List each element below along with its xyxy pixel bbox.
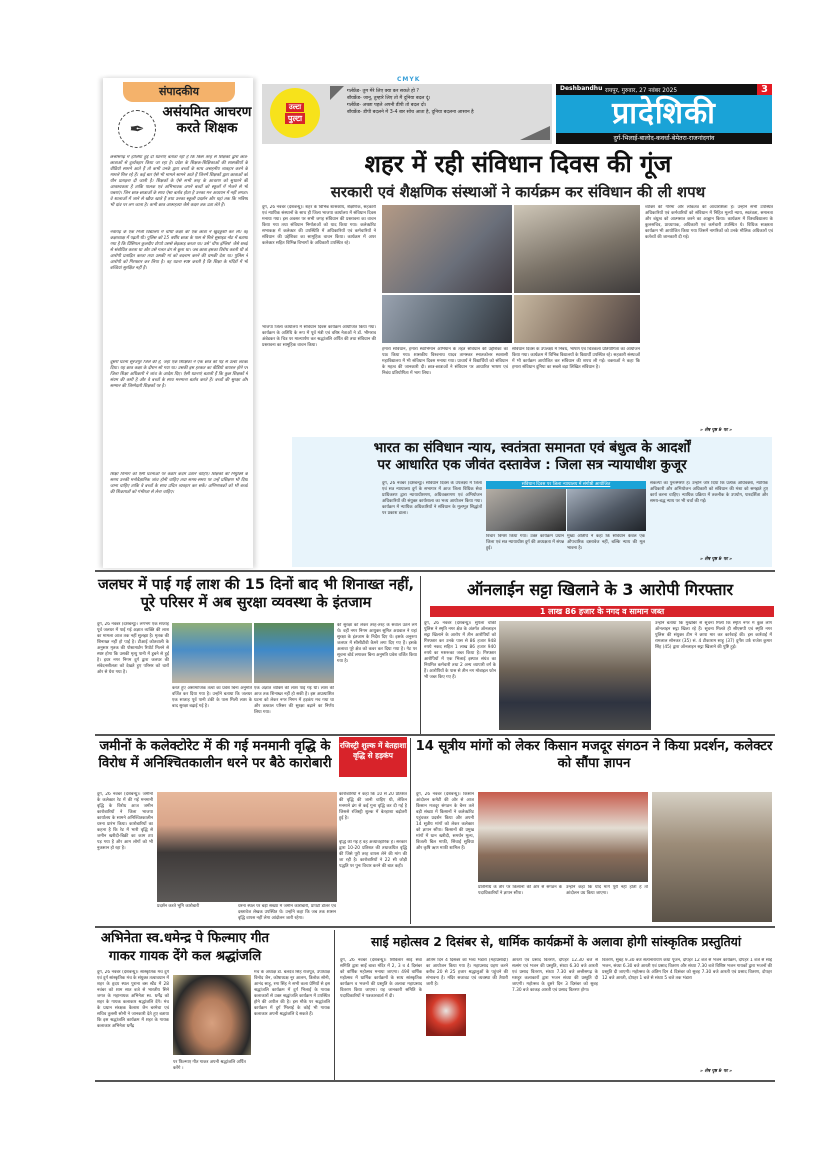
judiciary-photo-2: [567, 489, 646, 531]
judiciary-column-4: संकल्पों का पुनःस्मरण है। उन्होंने जोर दिया कि प्रत्येक अधिवक्ता, न्यायिक अधिकारी और अभियोजन अधिकारी को संविधान की मंशा को समझते हुए कार्य करना चाहिए। न्यायिक प्रक्रिया में तकनीक के उपयोग, पारदर्शिता और समय-बद्ध न्याय पर भी चर्चा की गई।: [650, 481, 768, 504]
section-name: प्रादेशिकी: [612, 96, 716, 131]
lead-column-1: दुर्ग, 26 नवंबर (देशबन्धु)। शहर के विभिन्न शासकीय, शैक्षणिक, सहकारी एवं न्यायिक संस्थानों के साथ ही जिला भाजपा कार्यालय में संविधान दिवस मनाया गया। इस अवसर पर सभी जगह संविधान की प्रस्तावना का वाचन किया गया तथा संविधान निर्माताओं को याद किया गया। कलेक्टोरेट सभाकक्ष में कलेक्टर की उपस्थिति में अधिकारियों एवं कर्मचारियों ने संविधान की उद्देशिका का सामूहिक वाचन किया। कार्यक्रम में अपर कलेक्टर सहित विभिन्न विभागों के अधिकारी उपस्थित रहे।: [262, 205, 376, 246]
satta-column-1: दुर्ग, 26 नवंबर (देशबन्धु)। सुपेला चौकी पुलिस ने स्मृति नगर क्षेत्र के अंतर्गत ऑनलाइन सट्टा खिलाने के आरोप में तीन आरोपियों को गिरफ्तार कर उनके पास से 86 हजार 948 रुपये नकद सहित 1 लाख 86 हजार 940 रुपये का मशरूका जब्त किया है। गिरफ्तार आरोपियों में एक भिलाई इस्पात संयंत्र का नियमित कर्मचारी तथा 2 अन्य व्यापारी वर्ग के हैं। आरोपियों के पास से तीन नग मोबाइल फोन भी जब्त किए गए हैं।: [424, 621, 496, 680]
section-divider: [95, 734, 775, 736]
registry-column-1: दुर्ग, 26 नवंबर (देशबन्धु)। जमीनों के कलेक्टर रेट में की गई मनमानी वृद्धि के विरोध आज जमीन कारोबारियों ने जिला भाजपा कार्यालय के सामने अनिश्चितकालीन धरना प्रारंभ किया। कारोबारियों का कहना है कि रेट में भारी वृद्धि से जमीन खरीदी-बिक्री का काम ठप पड़ गया है और आम लोगों को भी नुकसान हो रहा है।: [97, 792, 153, 851]
page-number: 3: [757, 84, 772, 95]
registry-caption: प्रदर्शन करते भूमि कारोबारी: [157, 904, 200, 909]
dharmendra-caption: पर फिल्माए गीत गाकर अपनी श्रद्धांजलि अर्पित करेंगे ।: [173, 1060, 246, 1071]
lead-headline: शहर में रही संविधान दिवस की गूंज: [364, 150, 672, 178]
water-tank-column-1: दुर्ग, 26 नवंबर (देशबन्धु)। लगभग एक सप्ताह पूर्व जलघर में पाई गई अज्ञात व्यक्ति की लाश का मामला आज तक नहीं सुलझा है। मृतक की शिनाख्त नहीं हो पाई है। टीआई कोतवाली के अनुसार मृतक की पोस्टमार्टम रिपोर्ट मिलने से स्पष्ट होगा कि उसकी मृत्यु पानी में डूबने से हुई है। इधर नगर निगम दुर्ग द्वारा जलघर की संवेदनशीलता को देखते हुए परिसर को चारों ओर से घेरा गया है।: [97, 622, 169, 675]
farmers-headline: 14 सूत्रीय मांगों को लेकर किसान मजदूर संगठन ने किया प्रदर्शन, कलेक्टर को सौंपा ज्ञापन: [415, 739, 773, 771]
judiciary-column-2: विचार विमर्श किया गया। उक्त कार्यक्रम प्रधान जिला एवं सत्र न्यायाधीश दुर्ग की अध्यक्षता में संपन्न हुई।: [486, 534, 564, 551]
lead-column-1b: भाजपा जिला कार्यालय में संविधान दिवस कार्यक्रम आयोजित किया गया। कार्यक्रम के अतिथि के रूप में पूर्व मंत्री एवं वरिष्ठ नेताओं ने डॉ. भीमराव अंबेडकर के चित्र पर माल्यार्पण कर श्रद्धांजलि अर्पित की तथा संविधान की प्रस्तावना का सामूहिक वाचन किया।: [262, 325, 376, 348]
farmers-photo-2: [652, 792, 772, 922]
judiciary-headline: [292, 440, 772, 474]
registry-photo: [157, 792, 337, 902]
dharmendra-photo: [173, 975, 251, 1055]
pen-icon: ✒: [118, 110, 156, 148]
water-tank-column-2: करते हुए असामाजिक तत्वों का प्रवेश बिना अनुमति वर्जित कर दिया गया है। उन्होंने बताया कि जलघर एक सप्ताह पूर्व पानी टंकी के पास मिली लाश के बाद सुरक्षा बढ़ाई गई है।: [172, 686, 252, 709]
judiciary-photo-banner: संविधान दिवस पर जिला न्यायालय में संगोष्ठी आयोजित: [486, 481, 646, 489]
registry-red-box: रजिस्ट्री शुल्क में बेतहाशा वृद्धि से हड़कंप: [339, 737, 407, 777]
joke-line: बॉयफ्रेंड- जानू, तुम्हारे लिए तो मैं दुनिया बदल दूं।: [347, 96, 431, 101]
ulta-pulta-logo-bottom: पुल्टा: [285, 113, 305, 124]
editorial-section-label: संपादकीय: [123, 82, 235, 102]
column-divider: [334, 930, 335, 1080]
sai-column-1: दुर्ग, 26 नवंबर (देशबन्धु)। शिविलार साईं सेवा समिति द्वारा साईं बाबा मंदिर में 2, 3 व 4 दिसंबर को वार्षिक महोत्सव मनाया जाएगा। 49वें वार्षिक महोत्सव में धार्मिक कार्यक्रमों के साथ सांस्कृतिक कार्यक्रम व भजनों की प्रस्तुति के अलावा महाप्रसाद वितरण किया जाएगा। यह जानकारी समिति के पदाधिकारियों ने पत्रकारवार्ता में दी।: [340, 958, 422, 999]
lead-column-2: हमारा संविधान, हमारा स्वाभिमान अभियान के तहत संविधान की उद्देशिका का पाठ किया गया। शासकीय विश्वनाथ यादव तामस्कर स्नातकोत्तर स्वशासी महाविद्यालय में भी संविधान दिवस मनाया गया। प्राचार्य ने विद्यार्थियों को संविधान के महत्व की जानकारी दी। छात्र-छात्राओं ने संविधान पर आधारित भाषण एवं निबंध प्रतियोगिता में भाग लिया।: [382, 347, 508, 376]
registry-column-2: धरना स्थल पर बड़ी संख्या में जमीन कारोबारी, प्रॉपर्टी डीलर एवं दस्तावेज लेखक उपस्थित थे। उन्होंने कहा कि जब तक शासन वृद्धि वापस नहीं लेगा आंदोलन जारी रहेगा।: [238, 904, 336, 921]
newspaper-brand-logo: Deshbandhu: [560, 85, 603, 92]
lead-subheadline: सरकारी एवं शैक्षणिक संस्थाओं ने कार्यक्रम कर संविधान की ली शपथ: [330, 183, 706, 201]
section-divider: [95, 926, 775, 928]
ulta-pulta-joke: [347, 88, 547, 116]
dharmendra-column-3: मंच के अध्यक्ष डॉ. बलदेव सिंह राजपूत, उपाध्यक्ष विनोद जैन, कोषाध्यक्ष नूर आलम, त्रिलोक सोनी, आनंद साहू, रमा सिंह ने सभी कला प्रेमियों से इस श्रद्धांजलि कार्यक्रम में दुर्ग भिलाई के गायक कलाकारों से उक्त श्रद्धांजलि कार्यक्रम में उपस्थित होने की अपील की है। इस मौके पर श्रद्धांजलि कार्यक्रम में दुर्ग भिलाई के कोई भी गायक कलाकार अपनी श्रद्धांजलि दे सकते हैं।: [254, 970, 330, 1017]
dharmendra-headline: अभिनेता स्व.धमेन्द्र पे फिल्माए गीत गाकर गायक देंगे कल श्रद्धांजलि: [100, 931, 270, 964]
joke-line: बॉयफ्रेंड- डीपी बदलने में 3-4 बार सोच आता है, दुनिया बदलना आसान है: [347, 110, 474, 115]
water-tank-column-4: की सुरक्षा को लेकर तरह-तरह के सवाल उठने लगे थे। वहीं नगर निगम आयुक्त सुमित अग्रवाल ने यहां सुरक्षा के इंतजाम के निर्देश दिए थे। इसके अनुरूप जलघर में सीसीटीवी कैमरे लगा दिए गए हैं। इसके अलावा पूरे क्षेत्र को कवर कर दिया गया है। गेट पर सूचना बोर्ड लगाकर बिना अनुमति प्रवेश वर्जित किया गया है।: [337, 623, 417, 664]
farmers-column-2: प्रतिनिधि के तौर पर किसानों की ओर से संगठन के पदाधिकारियों ने ज्ञापन सौंपा।: [478, 885, 562, 896]
joke-line: गर्लफ्रेंड- तुम मेरे लिए क्या कर सकते हो ?: [347, 89, 419, 94]
editorial-paragraph-1: छत्तीसगढ़ में हालिया हुई दो घटनाएं बताता रही हैं कि किस तरह से शिक्षकों द्वारा छात्र-छात्राओं से दुर्व्यवहार किया जा रहा है। प्रदेश के शिक्षक-शिक्षिकाओं की शासकीयों के वीडियो सामने आते हैं तो कभी उनके द्वारा बच्चों के साथ असहनीय व्यवहार करने के मामले मिल रहे हैं। कई बार ऐसे भी मामले सामने आते हैं जिनमें शिक्षकों द्वारा छात्राओं को यौन प्रताड़ना दी जाती है। शिक्षकों के ऐसे सभी तरह के आचरण को सुधारने की आवश्यकता है ताकि पालक एवं अभिभावक अपने बच्चों को स्कूलों में भेजने से भी घबराएं। जिन छात्र-छात्राओं के साथ ऐसा बर्ताव होता है उनका मन अध्ययन में नहीं लगता। वे शालाओं में जाने से खौफ खाते हैं तथा उनका स्कूली प्रदर्शन और यहां तक कि भविष्य भी दांव पर लग जाता है। कभी छात्र आत्महत्या जैसे कदम तक उठा लेते हैं।: [110, 155, 248, 208]
sai-column-3: आरती एवं प्रसाद वितरण, दोपहर 12.30 बजे से सत्संग एवं भजन की प्रस्तुति, संध्या 6.30 बजे आरती एवं प्रसाद वितरण, संध्या 7.30 बजे छत्तीसगढ़ के मशहूर कलाकारों द्वारा भजन संध्या की प्रस्तुति दी जाएगी। महोत्सव के दूसरे दिन 3 दिसंबर को सुबह 7.30 बजे काकड़ आरती एवं प्रसाद वितरण होगा।: [512, 958, 598, 993]
lead-column-4: व्यक्ति की गरिमा और लोकतंत्र की आधारशिला है। उन्होंने सभी उपस्थित अधिकारियों एवं कर्मचारियों को संविधान में निहित मूल्यों न्याय, स्वतंत्रता, समानता और बंधुत्व को आत्मसात करने का आह्वान किया। कार्यक्रम में विश्वविद्यालय के कुलसचिव, प्राध्यापक, अधिकारी एवं कर्मचारी उपस्थित थे। विधिक साक्षरता कार्यक्रम भी आयोजित किया गया जिसमें नागरिकों को उनके मौलिक अधिकारों एवं कर्तव्यों की जानकारी दी गई।: [645, 205, 773, 240]
page-bottom-rule: [95, 1080, 775, 1082]
joke-line: गर्लफ्रेंड- अच्छा पहले अपनी डीपी तो बदल दो।: [347, 103, 427, 108]
satta-column-2: उन्होंने बताया कि मुखबिर से सूचना मिली कि स्मृति नगर में कुछ लोग ऑनलाइन सट्टा खिला रहे हैं। सूचना मिलते ही सीएसपी एवं स्मृति नगर पुलिस की संयुक्त टीम ने छापा मार कर कार्रवाई की। इस कार्रवाई में रामलाल सोनकर (35) सं. 4 टीकाराम साहू (37) दुर्गेश उर्फ राजेश कुमार सिंह (45) द्वारा ऑनलाइन सट्टा खिलाने की पुष्टि हुई।: [655, 621, 772, 650]
continued-reference: » शेष पृष्ठ 9 पर »: [700, 557, 733, 562]
column-divider: [420, 576, 421, 734]
editorial-paragraph-2: नवागढ़ के एक निजी विद्यालय में चौथी कक्षा की एक छात्रा ने खुदकुशी कर ली। वह कक्षाध्यक्ष में पढ़ती थी। पुलिस को 15 वर्षीय छात्रा के पास से मिले सुसाइड नोट में बताया गया है कि प्रिंसिपल कुलदीप टोप्पो उससे छेड़छाड़ करता था। उसे 'चीफ इंग्लिश' जैसे शब्दों से संबोधित करता था और उसे गलत ढंग से छूता था। जब छात्रा इसका विरोध करती थी तो आरोपी प्रताड़ित करता तथा उसकी मां को बदनाम करने की धमकी देता था। पुलिस ने आरोपी को गिरफ्तार कर लिया है। वह घटना स्पष्ट करती है कि शिक्षा के मंदिरों में भी बच्चियां सुरक्षित नहीं हैं।: [110, 230, 248, 271]
column-divider: [410, 738, 411, 924]
editorial-title: असंयमित आचरण करते शिक्षक: [162, 104, 252, 136]
lead-photo-3: [382, 295, 512, 343]
editorial-paragraph-3: दूसरी घटना सूरजपुर जिले की है, जहां एक शिक्षिका ने एक छात्र को पेड़ से उल्टा लटका दिया। यह छात्र कक्षा के दौरान सो गया था। उसकी इस हरकत का वीडियो वायरल होने पर जिला शिक्षा अधिकारी ने जांच के आदेश दिए। ऐसी घटनाएं बताती हैं कि कुछ शिक्षकों में संयम की कमी है और वे बच्चों के साथ मनमाना बर्ताव करते हैं। बच्चों की सुरक्षा और सम्मान की जिम्मेदारी शिक्षकों पर है।: [110, 360, 248, 389]
judiciary-column-1: दुर्ग, 26 नवंबर (देशबन्धु)। संविधान दिवस के उपलक्ष्य में जिला एवं सत्र न्यायालय दुर्ग के सभागार में आज जिला विधिक सेवा प्राधिकरण द्वारा न्यायाधीशगण, अधिवक्तागण एवं अभियोजन अधिकारियों की संयुक्त कार्यशाला का भव्य आयोजन किया गया। कार्यक्रम में न्यायिक अधिकारियों ने संविधान के मूलभूत सिद्धांतों पर प्रकाश डाला।: [382, 481, 482, 516]
water-tank-photo-1: [172, 623, 252, 683]
sai-column-4: वितरण, सुबह 9.30 बजे सत्यनारायण कथा पूजन, दोपहर 12 बजे से भजन कार्यक्रम, दोपहर 1 बजे से साईं भजन, संध्या 6.30 बजे आरती एवं प्रसाद वितरण और संध्या 7.30 बजे विशिष्ट भजन गायकों द्वारा भजनों की प्रस्तुति दी जाएगी। महोत्सव के अंतिम दिन 4 दिसंबर को सुबह 7.30 बजे आरती एवं प्रसाद वितरण, दोपहर 12 बजे आरती, दोपहर 1 बजे से संध्या 5 बजे तक भंडारा: [602, 958, 772, 981]
sai-headline: साई महोत्सव 2 दिसंबर से, धार्मिक कार्यक्रमों के अलावा होगी सांस्कृतिक प्रस्तुतियां: [370, 934, 742, 949]
corner-decoration-icon: [330, 86, 344, 100]
farmers-column-1: दुर्ग, 26 नवंबर (देशबन्धु)। किसान आंदोलन कमेटी की ओर से आज किसान मजदूर संगठन के बैनर तले बड़ी संख्या में किसानों ने कलेक्टोरेट पहुंचकर प्रदर्शन किया और अपनी 14 सूत्रीय मांगों को लेकर कलेक्टर को ज्ञापन सौंपा। किसानों की प्रमुख मांगों में धान खरीदी, समर्थन मूल्य, बिजली बिल माफी, सिंचाई सुविधा और कृषि ऋण माफी शामिल हैं।: [416, 792, 474, 851]
lead-photo-4: [514, 295, 640, 343]
ulta-pulta-logo-top: उल्टा: [286, 103, 304, 112]
registry-column-4: वृद्धि की गई है वह अव्यावहारिक है। सरकार द्वारा 10-20 प्रतिशत की तथाकथित वृद्धि की जिसे पूरी तरह वापस लेने की मांग की जा रही है। कारोबारियों ने 22 सी जोड़ी पद्धति पर पुनः विचार करने की बात कही।: [339, 840, 407, 869]
lead-photo-1: [382, 205, 512, 293]
color-registration-mark: CMYK: [397, 76, 421, 83]
satta-photo: [499, 621, 651, 730]
registry-column-3: कारोबारियों ने कहा कि 10 से 20 प्रतिशत की वृद्धि की जानी चाहिए थी, लेकिन मनमाने ढंग से कई गुना वृद्धि कर दी गई है जिससे रजिस्ट्री शुल्क में बेतहाशा बढ़ोतरी हुई है।: [339, 792, 407, 821]
satta-headline: ऑनलाईन सट्टा खिलाने के 3 आरोपी गिरफ्तार: [466, 580, 734, 599]
section-divider: [95, 570, 775, 572]
continued-text: शेष पृष्ठ 9 पर: [704, 557, 728, 562]
dharmendra-column-1: दुर्ग, 26 नवंबर (देशबन्धु)। सांस्कृतिक मंच दुर्ग एवं दुर्ग सांस्कृतिक मंच के संयुक्त तत्वावधान में शहर के हृदय स्थल पुराना बस स्टैंड में 28 नवंबर को शाम सात बजे से भारतीय सिने जगत के महानायक अभिनेता स्व. धर्मेंद्र को शहर के गायक कलाकार श्रद्धांजलि देंगे। मंच के प्रधान संरक्षक कैलाश जैन बरमेचा एवं सचिव तुलसी सोनी ने जानकारी देते हुए बताया कि इस श्रद्धांजलि कार्यक्रम में शहर के गायक कलाकार अभिनेता धर्मेंद्र: [97, 970, 169, 1029]
continued-text: शेष पृष्ठ 9 पर: [704, 1069, 728, 1074]
farmers-photo: [478, 792, 648, 882]
judiciary-headline-line-1: भारत का संविधान न्याय, स्वतंत्रता समानता एवं बंधुत्व के आदर्शों: [373, 440, 691, 456]
corner-decoration-icon: [520, 126, 550, 140]
water-tank-headline: जलघर में पाई गई लाश की 15 दिनों बाद भी शिनाख्त नहीं, पूरे परिसर में अब सुरक्षा व्यवस्था के इंतजाम: [98, 577, 414, 611]
sai-column-2: अंतिम दिन 4 दिसंबर को भव्य भंडारा (महाप्रसादी) का आयोजन किया गया है। महाप्रसाद ग्रहण करने करीब 20 से 25 हजार श्रद्धालुओं के पहुंचने की संभावना है। मंदिर सजावट एवं व्यवस्था की तैयारी जारी है।: [426, 958, 508, 987]
farmers-column-3: उन्होंने कहा कि यदि मांगें पूरी नहीं होती हैं तो आंदोलन उग्र किया जाएगा।: [566, 885, 648, 896]
issue-date: रायपुर, गुरुवार, 27 नवंबर 2025: [605, 88, 678, 94]
regions-strip: दुर्ग-भिलाई-बालोद-कवर्धा-बेमेतरा-राजनांदगांव: [556, 133, 772, 144]
editorial-paragraph-4: शिक्षा विभाग को ऐसी घटनाओं पर कठोर कदम उठाने चाहिए। शिक्षकों की नियुक्ति के समय उनकी मनोवैज्ञानिक जांच होनी चाहिए तथा समय-समय पर उन्हें प्रशिक्षण भी दिया जाना चाहिए ताकि वे बच्चों के साथ उचित व्यवहार कर सकें। अभिभावकों को भी बच्चों की शिकायतों को गंभीरता से लेना चाहिए।: [110, 472, 248, 495]
continued-reference: » शेष पृष्ठ 9 पर »: [700, 1069, 733, 1074]
judiciary-headline-line-2: पर आधारित एक जीवंत दस्तावेज : जिला सत्र न्यायाधीश कुजूर: [377, 457, 687, 473]
sai-baba-photo: [426, 994, 466, 1036]
ulta-pulta-logo: [270, 88, 320, 138]
registry-headline: जमीनों के कलेक्टोरेट में की गई मनमानी वृद्धि के विरोध में अनिश्चितकालीन धरने पर बैठे कारोबारी: [98, 739, 332, 771]
lead-photo-2: [514, 205, 640, 293]
water-tank-column-3: एक अज्ञात व्यक्ति की लाश पाई गई थी। लाश की आज तक शिनाख्त नहीं हो सकी है। इस अप्रत्याशित घटना को लेकर नगर निगम में हड़कंप मच गया था और तत्काल परिसर की सुरक्षा बढ़ाने का निर्णय लिया गया।: [254, 686, 334, 715]
continued-text: शेष पृष्ठ 9 पर: [704, 428, 728, 433]
lead-column-3: संविधान दिवस के उपलक्ष्य में निबंध, भाषण एवं चित्रकला प्रतियोगिता का आयोजन किया गया। कार्यक्रम में विभिन्न विद्यालयों के विद्यार्थी उपस्थित रहे। सहकारी संस्थाओं में भी कार्यक्रम आयोजित कर संविधान की शपथ ली गई। वक्ताओं ने कहा कि हमारा संविधान दुनिया का सबसे बड़ा लिखित संविधान है।: [512, 347, 640, 370]
continued-reference: » शेष पृष्ठ 9 पर »: [700, 428, 733, 433]
satta-subheadline: 1 लाख 86 हजार के नगद व सामान जब्त: [430, 606, 774, 617]
judiciary-column-3: मुख्य अतिथि ने कहा कि संविधान केवल एक औपचारिक दस्तावेज नहीं, बल्कि न्याय की मूल भावना है।: [567, 534, 645, 551]
water-tank-photo-2: [254, 623, 334, 683]
